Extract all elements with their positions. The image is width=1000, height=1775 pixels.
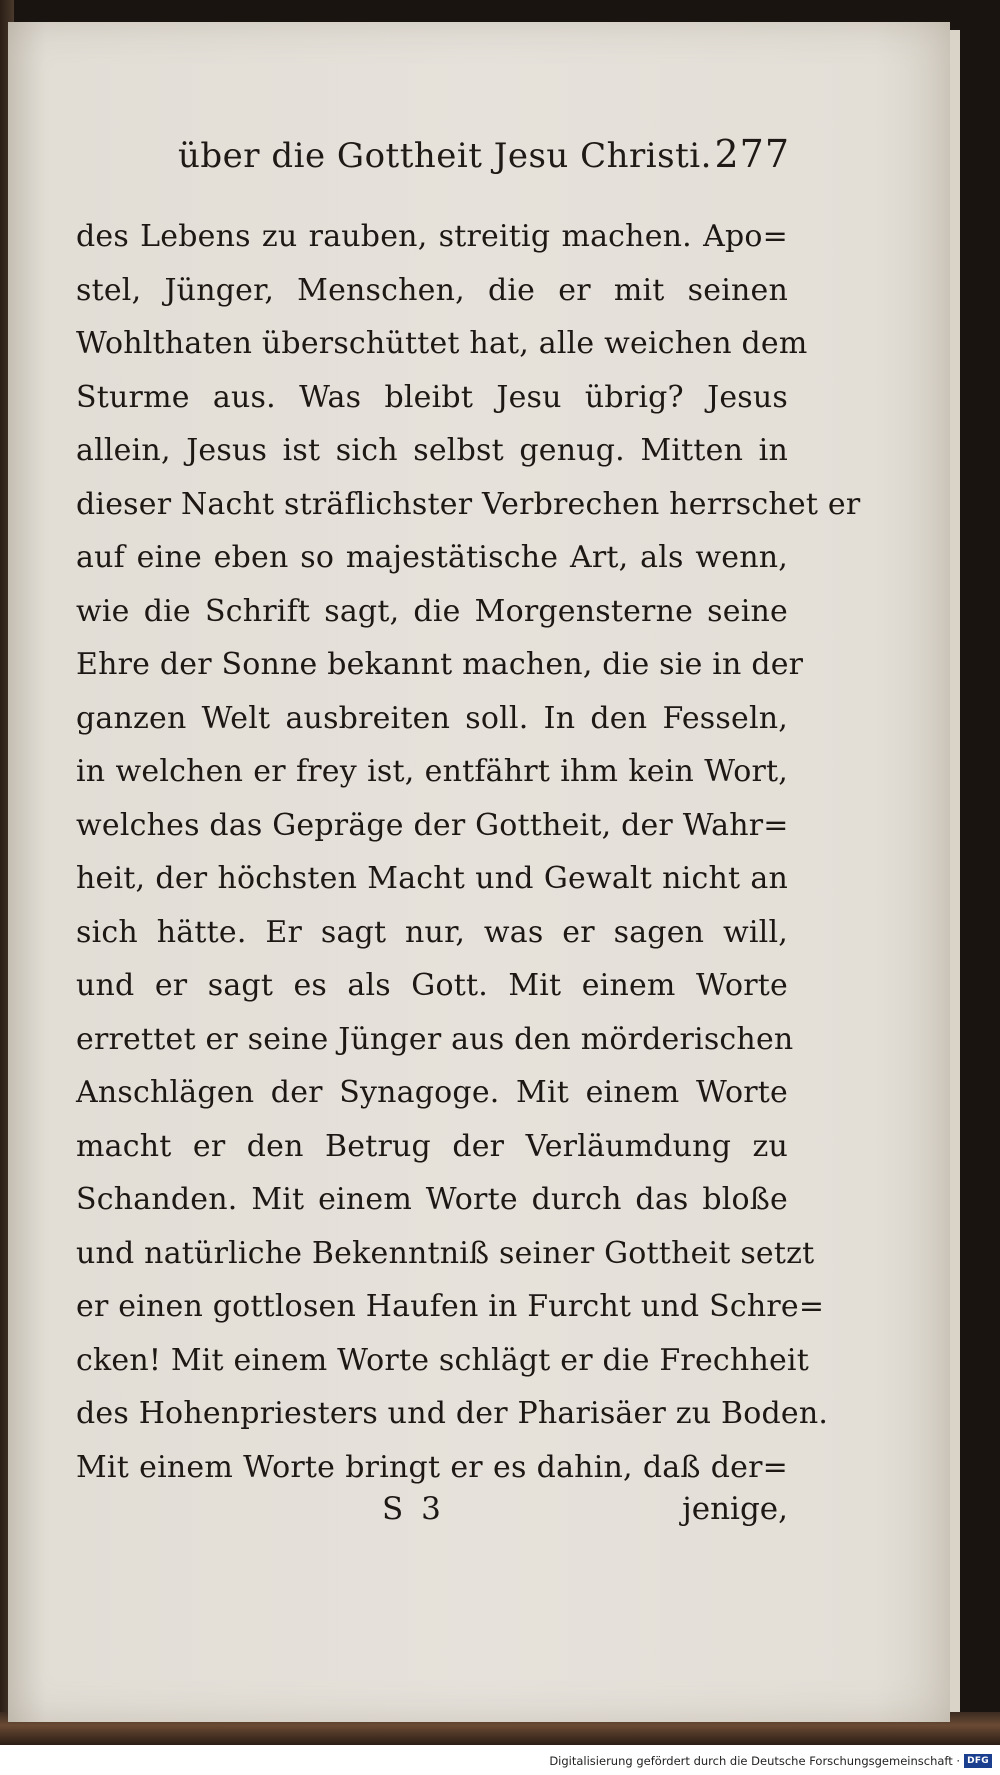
text-line: Anschlägen der Synagoge. Mit einem Worte — [76, 1075, 788, 1110]
text-line: stel, Jünger, Menschen, die er mit seinen — [76, 272, 788, 308]
dfg-logo: DFG — [964, 1754, 992, 1768]
text-line: und natürliche Bekenntniß seiner Gottheit setzt — [76, 1235, 815, 1271]
text-line: heit, der höchsten Macht und Gewalt nicht an — [76, 861, 788, 896]
page-header — [178, 132, 790, 182]
text-line: des Lebens zu rauben, streitig machen. Apo= — [76, 219, 788, 254]
running-title: über die Gottheit Jesu Christi. — [178, 136, 712, 176]
text-line: des Hohenpriesters und der Pharisäer zu Boden. — [76, 1396, 829, 1431]
page-footer — [76, 1485, 788, 1535]
text-line: allein, Jesus ist sich selbst genug. Mitten in — [76, 433, 788, 468]
text-line: welches das Gepräge der Gottheit, der Wahr= — [76, 807, 789, 843]
page-number: 277 — [714, 132, 790, 176]
text-line: wie die Schrift sagt, die Morgensterne seine — [76, 593, 788, 629]
digitization-credit — [549, 1752, 992, 1770]
text-line: und er sagt es als Gott. Mit einem Worte — [76, 968, 788, 1003]
text-line: macht er den Betrug der Verläumdung zu — [76, 1128, 788, 1164]
text-line: Ehre der Sonne bekannt machen, die sie in der — [76, 647, 804, 682]
text-line: Wohlthaten überschüttet hat, alle weichen dem — [76, 326, 808, 361]
text-line: Mit einem Worte bringt er es dahin, daß der= — [76, 1449, 788, 1485]
text-line: Sturme aus. Was bleibt Jesu übrig? Jesus — [76, 379, 788, 415]
text-line: sich hätte. Er sagt nur, was er sagen will, — [76, 914, 788, 950]
text-line: in welchen er frey ist, entfährt ihm kein Wort, — [76, 754, 788, 789]
catchword: jenige, — [682, 1491, 788, 1527]
signature-mark: S 3 — [382, 1491, 445, 1527]
text-line: auf eine eben so majestätische Art, als wenn, — [76, 540, 788, 575]
text-line: ganzen Welt ausbreiten soll. In den Fesseln, — [76, 700, 788, 736]
page-edge-right — [950, 30, 960, 1720]
credit-text: Digitalisierung gefördert durch die Deutsche Forschungsgemeinschaft · — [549, 1754, 961, 1768]
text-line: Schanden. Mit einem Worte durch das bloße — [76, 1182, 788, 1217]
text-line: errettet er seine Jünger aus den mörderischen — [76, 1021, 794, 1057]
text-line: er einen gottlosen Haufen in Furcht und Schre= — [76, 1289, 825, 1324]
text-line: cken! Mit einem Worte schlägt er die Frechheit — [76, 1342, 809, 1378]
text-line: dieser Nacht sträflichster Verbrechen herrschet er — [76, 486, 861, 522]
body-text — [76, 210, 861, 1494]
